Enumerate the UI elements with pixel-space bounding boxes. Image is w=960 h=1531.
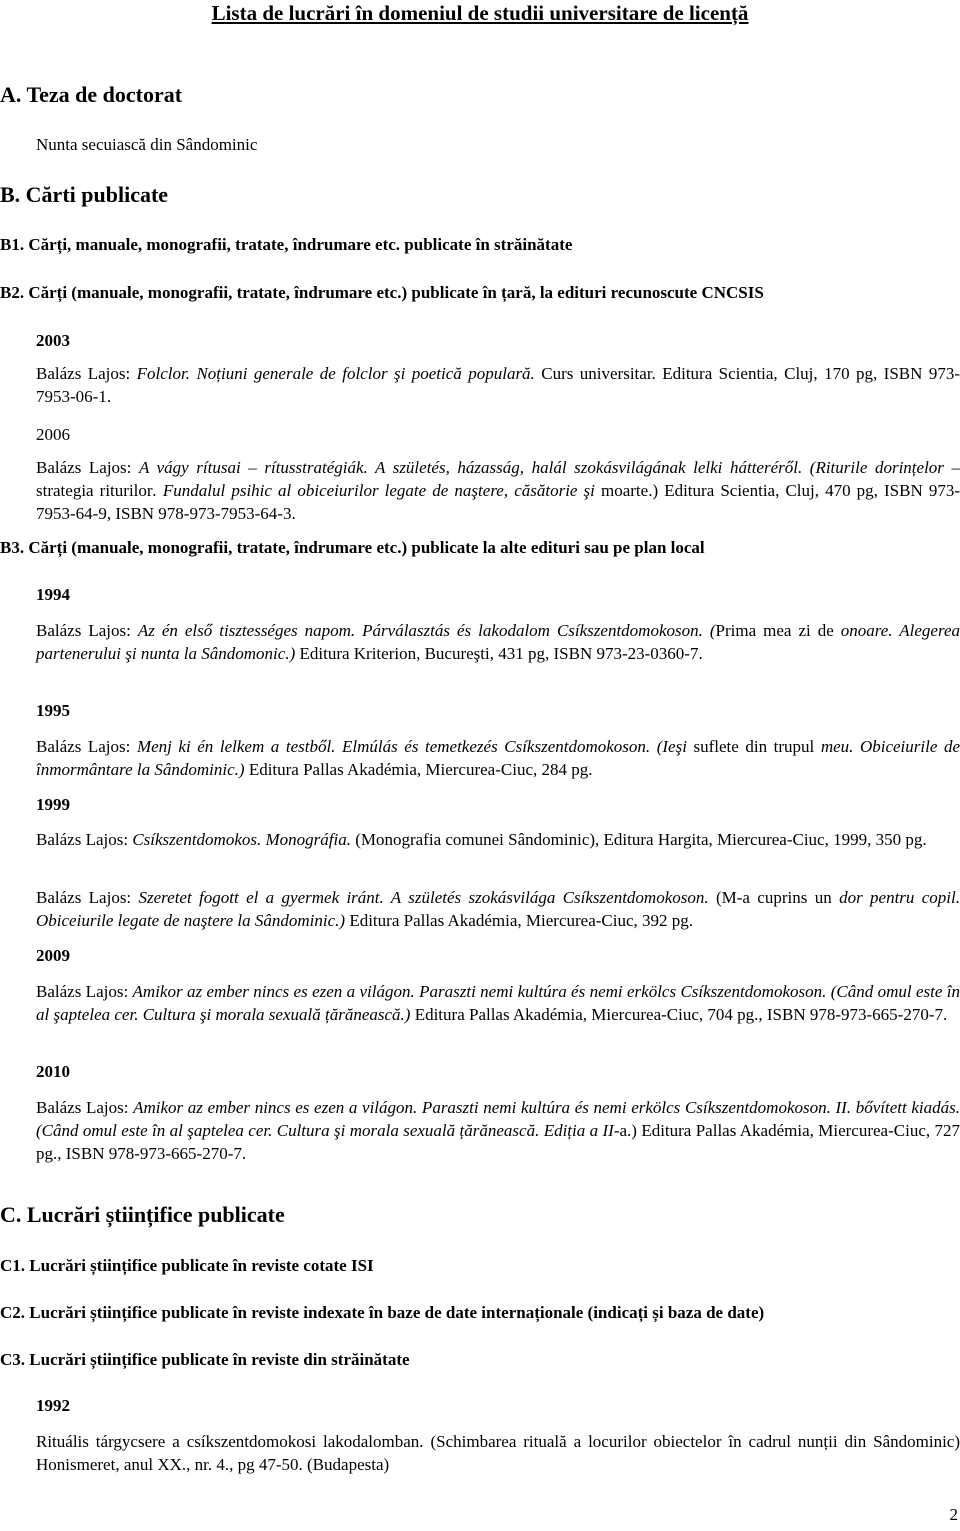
section-c3-heading: C3. Lucrări științifice publicate în reviste din străinătate [0, 1350, 410, 1369]
page-number: 2 [949, 1505, 958, 1524]
book-entry: Balázs Lajos: Csíkszentdomokos. Monográfia. (Monografia comunei Sândominic), Editura Hargita, Miercurea-Ciuc, 1999, 350 pg. [36, 830, 927, 849]
book-entry: Balázs Lajos: Menj ki én lelkem a testből. Elmúlás és temetkezés Csíkszentdomokoson. (Ieşi suflete din trupul meu. Obiceiurile de înmormântare la Sândominic.) Editura Pallas Akadémia, Miercurea-Ciuc, 284 pg. [36, 737, 960, 779]
article-entry: Rituális tárgycsere a csíkszentdomokosi lakodalomban. (Schimbarea rituală a locurilor obiectelor în cadrul nunții din Sândominic) Honismeret, anul XX., nr. 4., pg 47-50. (Budapesta) [36, 1432, 960, 1474]
year-label: 1992 [36, 1396, 70, 1415]
page-title: Lista de lucrări în domeniul de studii universitare de licență [211, 1, 749, 25]
year-label: 2003 [36, 331, 70, 350]
year-label: 1994 [36, 585, 70, 604]
book-entry: Balázs Lajos: Amikor az ember nincs es ezen a világon. Paraszti nemi kultúra és nemi erkölcs Csíkszentdomokoson. II. bővített kiadás. (Când omul este în al şaptelea cer. Cultura şi morala sexuală țărănească. Ediția a II-a.) Editura Pallas Akadémia, Miercurea-Ciuc, 727 pg., ISBN 978-973-665-270-7. [36, 1098, 960, 1163]
section-c1-heading: C1. Lucrări științifice publicate în reviste cotate ISI [0, 1256, 374, 1275]
section-c2-heading: C2. Lucrări științifice publicate în reviste indexate în baze de date internaționale (indicați și baza de date) [0, 1303, 765, 1322]
year-label: 1999 [36, 795, 70, 814]
section-b3-heading: B3. Cărți (manuale, monografii, tratate, îndrumare etc.) publicate la alte edituri sau pe plan local [0, 538, 705, 557]
section-b2-heading: B2. Cărți (manuale, monografii, tratate, îndrumare etc.) publicate în țară, la edituri recunoscute CNCSIS [0, 283, 764, 302]
book-entry: Balázs Lajos: Amikor az ember nincs es ezen a világon. Paraszti nemi kultúra és nemi erkölcs Csíkszentdomokoson. (Când omul este în al şaptelea cer. Cultura şi morala sexuală țărănească.) Editura Pallas Akadémia, Miercurea-Ciuc, 704 pg., ISBN 978-973-665-270-7. [36, 982, 960, 1024]
year-label: 2009 [36, 946, 70, 965]
book-entry: Balázs Lajos: Folclor. Noțiuni generale de folclor şi poetică populară. Curs universitar. Editura Scientia, Cluj, 170 pg, ISBN 973-7953-06-1. [36, 364, 960, 406]
section-a-heading: A. Teza de doctorat [0, 82, 183, 107]
section-b-heading: B. Cărti publicate [0, 182, 169, 207]
year-label: 2010 [36, 1062, 70, 1081]
year-label: 2006 [36, 425, 70, 444]
section-c-heading: C. Lucrări științifice publicate [0, 1202, 285, 1227]
thesis-title: Nunta secuiască din Sândominic [36, 135, 258, 154]
book-entry: Balázs Lajos: A vágy rítusai – rítusstratégiák. A születés, házasság, halál szokásvilágának lelki hátteréről. (Riturile dorințelor – strategia riturilor. Fundalul psihic al obiceiurilor legate de naştere, căsătorie şi moarte.) Editura Scientia, Cluj, 470 pg, ISBN 973-7953-64-9, ISBN 978-973-7953-64-3. [36, 458, 960, 523]
year-label: 1995 [36, 701, 70, 720]
book-entry: Balázs Lajos: Az én első tisztességes napom. Párválasztás és lakodalom Csíkszentdomokoson. (Prima mea zi de onoare. Alegerea partenerului şi nunta la Sândomonic.) Editura Kriterion, Bucureşti, 431 pg, ISBN 973-23-0360-7. [36, 621, 960, 663]
book-entry: Balázs Lajos: Szeretet fogott el a gyermek iránt. A születés szokásvilága Csíkszentdomokoson. (M-a cuprins un dor pentru copil. Obiceiurile legate de naştere la Sândominic.) Editura Pallas Akadémia, Miercurea-Ciuc, 392 pg. [36, 888, 960, 930]
section-b1-heading: B1. Cărți, manuale, monografii, tratate, îndrumare etc. publicate în străinătate [0, 235, 573, 254]
